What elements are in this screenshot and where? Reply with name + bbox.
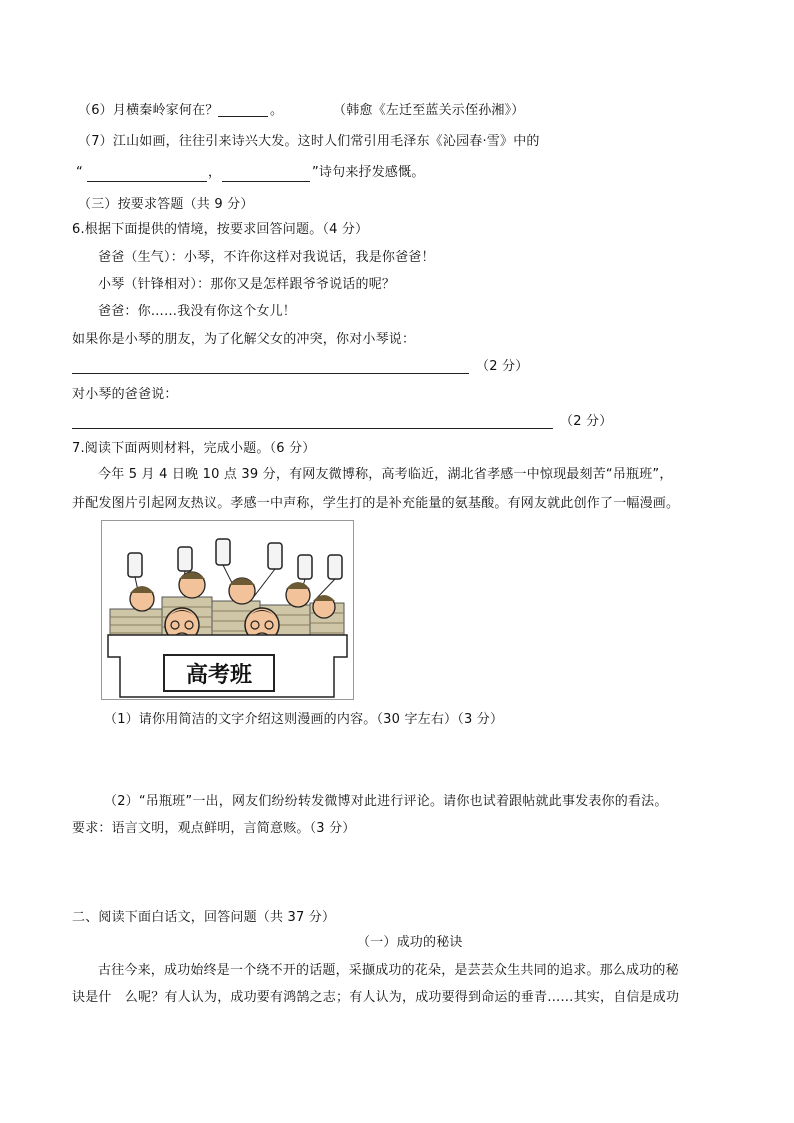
- answer-line[interactable]: [72, 428, 553, 429]
- question-7-sub2-requirement: 要求：语言文明，观点鲜明，言简意赅。（3 分）: [72, 821, 356, 836]
- section-title: （三）按要求答题（共 9 分）: [78, 197, 254, 212]
- question-7-sub2: （2）“吊瓶班”一出，网友们纷纷转发微博对此进行评论。请你也试着跟帖就此事发表你的看法。: [104, 794, 668, 809]
- dialogue-line: 爸爸（生气）：小琴，不许你这样对我说话，我是你爸爸！: [98, 250, 435, 265]
- q7-blank-tail: ”诗句来抒发感慨。: [312, 165, 425, 180]
- dialogue-line: 爸爸：你……我没有你这个女儿！: [98, 304, 297, 319]
- answer-blank-line[interactable]: [222, 181, 310, 182]
- cartoon-caption: 高考班: [185, 663, 253, 688]
- score-label: （2 分）: [476, 359, 529, 374]
- answer-blank-line[interactable]: [218, 116, 268, 117]
- material-paragraph: 今年 5 月 4 日晚 10 点 39 分，有网友微博称，高考临近，湖北省孝感一中惊现最刻苦“吊瓶班”，: [98, 467, 673, 482]
- comma: ，: [208, 165, 222, 180]
- question-6-stem: 6.根据下面提供的情境，按要求回答问题。（4 分）: [72, 222, 369, 237]
- part-2-title: 二、阅读下面白话文，回答问题（共 37 分）: [72, 910, 336, 925]
- passage-title: （一）成功的秘诀: [357, 935, 463, 950]
- q7-blank-line1: （7）江山如画，往往引来诗兴大发。这时人们常引用毛泽东《沁园春·雪》中的: [78, 134, 540, 149]
- q6-source: （韩愈《左迁至蓝关示侄孙湘》）: [333, 103, 525, 118]
- passage-paragraph: 诀是什 么呢？有人认为，成功要有鸿鹄之志；有人认为，成功要得到命运的垂青……其实，自信是成功: [72, 990, 680, 1005]
- answer-blank-line[interactable]: [87, 181, 207, 182]
- cartoon-image: [101, 520, 354, 700]
- question-7-sub1: （1）请你用简洁的文字介绍这则漫画的内容。（30 字左右）（3 分）: [104, 712, 504, 727]
- q6-blank-suffix: 。: [270, 103, 284, 118]
- question-6-prompt: 如果你是小琴的朋友，为了化解父女的冲突，你对小琴说：: [72, 332, 416, 347]
- material-paragraph: 并配发图片引起网友热议。孝感一中声称，学生打的是补充能量的氨基酸。有网友就此创作了一幅漫画。: [72, 496, 680, 511]
- cartoon-drawing: [102, 521, 353, 699]
- q6-blank-prefix: （6）月横秦岭家何在？: [78, 103, 219, 118]
- question-7-stem: 7.阅读下面两则材料，完成小题。（6 分）: [72, 441, 316, 456]
- open-quote: “: [76, 165, 83, 180]
- answer-line[interactable]: [72, 373, 469, 374]
- question-6-to-dad: 对小琴的爸爸说：: [72, 387, 178, 402]
- passage-paragraph: 古往今来，成功始终是一个绕不开的话题，采撷成功的花朵，是芸芸众生共同的追求。那么成功的秘: [98, 963, 679, 978]
- dialogue-line: 小琴（针锋相对）：那你又是怎样跟爷爷说话的呢？: [98, 277, 396, 292]
- score-label: （2 分）: [560, 414, 613, 429]
